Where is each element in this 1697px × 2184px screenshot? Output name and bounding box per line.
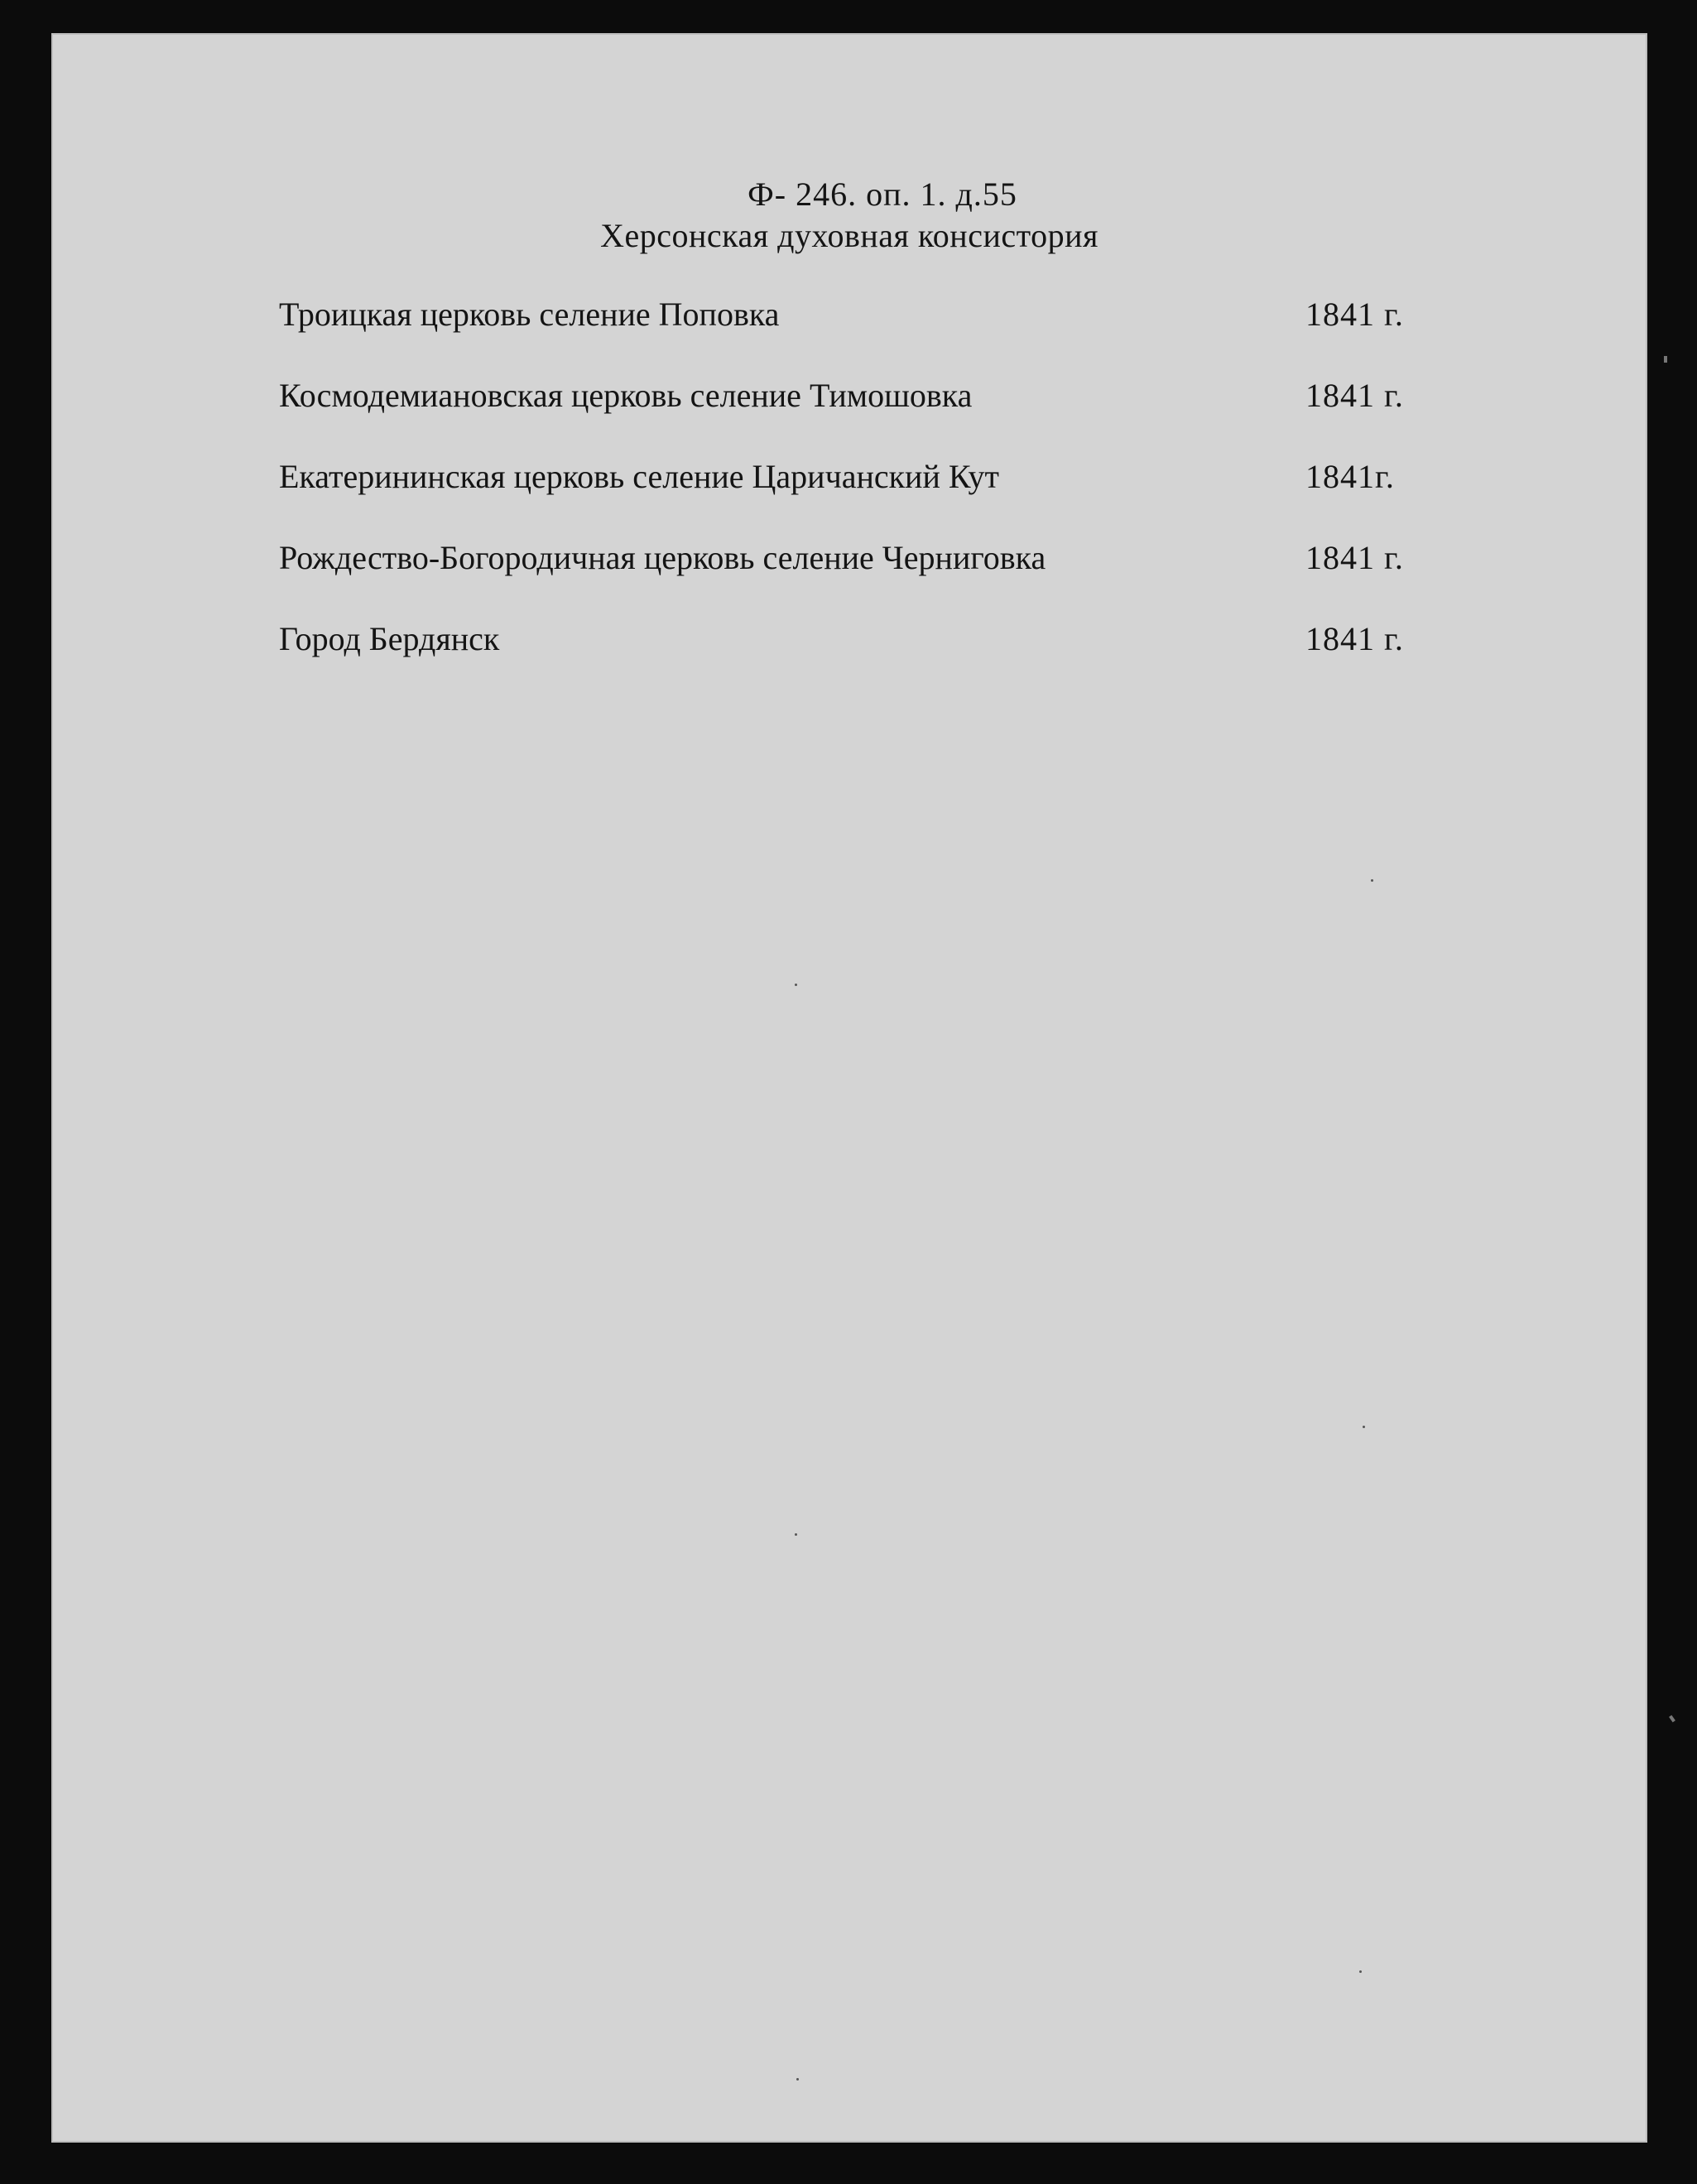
entry-year: 1841г. xyxy=(1305,458,1395,495)
entry-name: Космодемиановская церковь селение Тимошовка xyxy=(279,377,973,414)
fond-reference: Ф- 246. оп. 1. д.55 xyxy=(748,176,1017,213)
list-item xyxy=(279,529,1479,610)
entry-name: Екатерининская церковь селение Царичанский Кут xyxy=(279,458,1000,495)
entry-year: 1841 г. xyxy=(1305,539,1404,576)
scan-speck xyxy=(1359,1970,1362,1973)
entry-year: 1841 г. xyxy=(1305,620,1404,657)
scan-edge-mark xyxy=(1669,1715,1675,1723)
entry-year: 1841 г. xyxy=(1305,296,1404,333)
organization-title: Херсонская духовная консистория xyxy=(600,217,1098,254)
document-page xyxy=(51,33,1647,2143)
list-item xyxy=(279,367,1479,448)
scan-edge-mark xyxy=(1664,356,1667,363)
entry-name: Рождество-Богородичная церковь селение Черниговка xyxy=(279,539,1046,576)
entry-list xyxy=(279,286,1479,691)
scan-speck xyxy=(796,2078,799,2081)
scan-speck xyxy=(795,1533,797,1536)
entry-year: 1841 г. xyxy=(1305,377,1404,414)
scan-speck xyxy=(795,984,797,986)
list-item xyxy=(279,448,1479,529)
entry-name: Город Бердянск xyxy=(279,620,500,657)
list-item xyxy=(279,286,1479,367)
entry-name: Троицкая церковь селение Поповка xyxy=(279,296,780,333)
list-item xyxy=(279,610,1479,691)
scan-speck xyxy=(1371,879,1373,882)
scan-speck xyxy=(1363,1426,1365,1428)
document-header xyxy=(51,174,1647,257)
